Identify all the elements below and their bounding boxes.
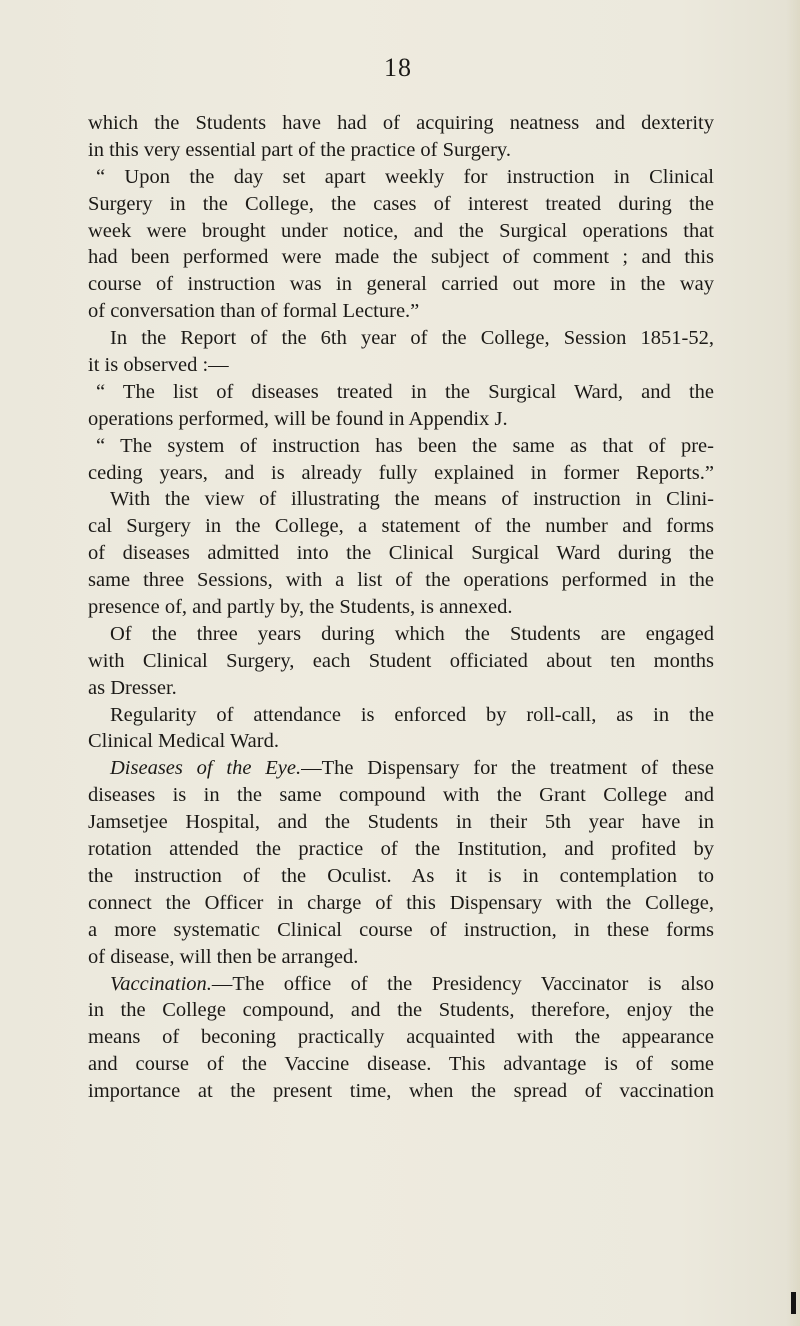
text-line: diseases is in the same compound with the Grant College and [88,784,714,807]
page-edge-mark [791,1292,796,1314]
text-line: Clinical Medical Ward. [88,730,279,753]
text-line: cal Surgery in the College, a statement of the number and forms [88,515,714,538]
text-line: it is observed :— [88,354,229,377]
page-edge-shadow [786,0,800,1326]
text-line: In the Report of the 6th year of the College, Session 1851-52, [110,327,714,350]
text-line: importance at the present time, when the spread of vaccination [88,1080,714,1103]
text-line: of conversation than of formal Lecture.” [88,300,420,323]
body-text [88,110,714,1105]
text-line: With the view of illustrating the means of instruction in Clini- [110,488,714,511]
text-line: with Clinical Surgery, each Student officiated about ten months [88,649,714,672]
text-line: the instruction of the Oculist. As it is in contemplation to [88,864,714,887]
page-number: 18 [384,53,412,82]
section-heading-vaccination: Vaccination. [110,972,212,995]
text-line: rotation attended the practice of the Institution, and profited by [88,838,714,861]
text-line: of disease, will then be arranged. [88,945,359,968]
text-run: —The office of the Presidency Vaccinator is also [211,972,714,995]
text-line: in this very essential part of the practice of Surgery. [88,138,511,161]
text-line: a more systematic Clinical course of instruction, in these forms [88,918,714,941]
text-line: which the Students have had of acquiring neatness and dexterity [88,112,714,134]
text-line: “ Upon the day set apart weekly for instruction in Clinical [96,165,714,188]
text-line: of diseases admitted into the Clinical Surgical Ward during the [88,542,714,565]
text-line: connect the Officer in charge of this Dispensary with the College, [88,891,714,914]
text-line: “ The system of instruction has been the same as that of pre- [96,434,714,457]
text-line: in the College compound, and the Students, therefore, enjoy the [88,999,714,1022]
text-line: had been performed were made the subject of comment ; and this [88,246,714,269]
text-line: and course of the Vaccine disease. This advantage is of some [88,1053,714,1076]
text-line: as Dresser. [88,676,177,699]
text-line: “ The list of diseases treated in the Surgical Ward, and the [96,380,714,403]
text-line: presence of, and partly by, the Students, is annexed. [88,596,513,619]
section-heading-eye: Diseases of the Eye. [110,757,302,780]
text-line: Jamsetjee Hospital, and the Students in their 5th year have in [88,811,714,834]
text-line: Regularity of attendance is enforced by roll-call, as in the [110,703,714,726]
text-line: Of the three years during which the Students are engaged [110,622,714,645]
text-line: Surgery in the College, the cases of interest treated during the [88,192,714,215]
text-line: ceding years, and is already fully explained in former Reports.” [88,461,714,484]
text-line: course of instruction was in general carried out more in the way [88,273,714,296]
text-line: means of beconing practically acquainted with the appearance [88,1026,714,1049]
section-heading-line [88,971,714,998]
text-line: same three Sessions, with a list of the operations performed in the [88,569,714,592]
text-run: —The Dispensary for the treatment of these [301,757,714,780]
text-line: operations performed, will be found in Appendix J. [88,407,508,430]
section-heading-line [88,755,714,782]
text-line: week were brought under notice, and the Surgical operations that [88,219,714,242]
